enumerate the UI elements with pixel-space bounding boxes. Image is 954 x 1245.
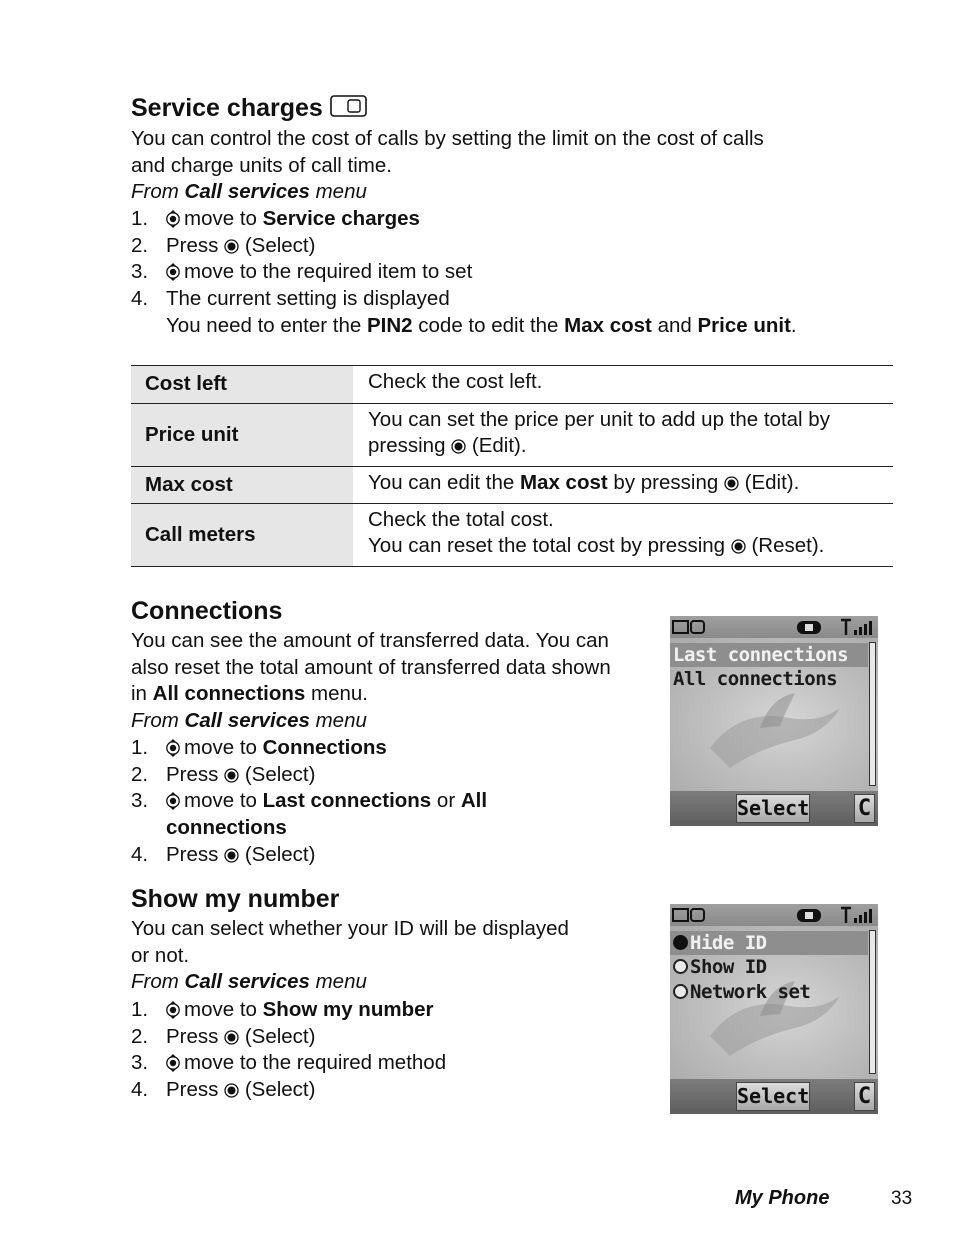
select-key-icon — [451, 439, 466, 454]
table-value: Check the total cost. You can reset the total cost by pressing (Reset). — [353, 504, 893, 567]
radio-empty-icon — [673, 959, 688, 974]
dolphin-wallpaper-icon — [700, 678, 850, 778]
list-item: 3. move to Last connections or All connections — [131, 789, 488, 840]
ringer-icon — [795, 907, 825, 924]
table-row — [131, 467, 893, 504]
from-menu-line: From Call services menu — [131, 709, 367, 733]
table-key: Call meters — [131, 504, 353, 567]
select-key-icon — [224, 768, 239, 783]
list-item: 2. Press (Select) — [131, 233, 316, 257]
list-item: 1. move to Connections — [131, 736, 387, 759]
radio-selected-icon — [673, 935, 688, 950]
status-bar — [670, 616, 878, 638]
table-row — [131, 404, 893, 467]
option-show-id[interactable]: Show ID — [670, 955, 868, 979]
table-row — [131, 366, 893, 404]
nav-key-icon — [166, 1054, 180, 1072]
table-key: Price unit — [131, 404, 353, 467]
section-title-connections: Connections — [131, 597, 283, 625]
inbox-icon — [672, 619, 708, 636]
select-softkey[interactable]: Select — [736, 794, 810, 823]
from-menu-line: From Call services menu — [131, 180, 367, 204]
footer-section-title: My Phone — [735, 1187, 830, 1209]
option-hide-id[interactable]: Hide ID — [670, 931, 868, 955]
list-item: 1. move to Service charges — [131, 207, 420, 230]
section-title-show-my-number: Show my number — [131, 885, 340, 913]
signal-icon — [840, 618, 876, 637]
nav-key-icon — [166, 739, 180, 757]
list-item: 3. move to the required method — [131, 1051, 447, 1075]
select-key-icon — [224, 1083, 239, 1098]
nav-key-icon — [166, 263, 180, 281]
signal-icon — [840, 906, 876, 925]
select-softkey[interactable]: Select — [736, 1082, 810, 1111]
connections-intro: You can see the amount of transferred data. You can also reset the total amount of transferred data shown in All connections menu. From Call services menu — [131, 628, 651, 735]
radio-empty-icon — [673, 984, 688, 999]
status-bar — [670, 904, 878, 926]
menu-item-all-connections[interactable]: All connections — [673, 668, 838, 690]
select-key-icon — [224, 848, 239, 863]
page-number: 33 — [891, 1188, 913, 1209]
scrollbar[interactable] — [869, 930, 876, 1074]
list-item: 4. Press (Select) — [131, 1078, 316, 1102]
ringer-icon — [795, 619, 825, 636]
menu-item-last-connections[interactable]: Last connections — [670, 643, 868, 667]
table-value: You can set the price per unit to add up the total by pressing (Edit). — [353, 404, 893, 467]
sim-service-icon — [330, 94, 368, 118]
nav-key-icon — [166, 210, 180, 228]
service-charges-intro: You can control the cost of calls by setting the limit on the cost of calls and charge units of call time. From Call services menu — [131, 126, 911, 206]
table-key: Max cost — [131, 467, 353, 504]
list-item: 1. move to Show my number — [131, 998, 434, 1021]
list-item: 3. move to the required item to set — [131, 260, 473, 284]
table-key: Cost left — [131, 366, 353, 404]
section-title-service-charges: Service charges — [131, 93, 368, 123]
select-key-icon — [731, 539, 746, 554]
option-network-set[interactable]: Network set — [670, 980, 868, 1004]
list-item: 4. The current setting is displayed You need to enter the PIN2 code to edit the Max cost and Price unit. — [131, 287, 797, 337]
show-my-number-intro: You can select whether your ID will be displayed or not. From Call services menu — [131, 916, 651, 996]
show-my-number-steps — [131, 997, 651, 1104]
phone-screen-show-my-number — [670, 904, 878, 1114]
scrollbar[interactable] — [869, 642, 876, 786]
clear-softkey[interactable]: C — [854, 794, 875, 823]
clear-softkey[interactable]: C — [854, 1082, 875, 1111]
service-charges-table — [131, 365, 893, 567]
select-key-icon — [224, 239, 239, 254]
list-item: 4. Press (Select) — [131, 842, 316, 866]
select-key-icon — [724, 476, 739, 491]
table-value: You can edit the Max cost by pressing (Edit). — [353, 467, 893, 504]
nav-key-icon — [166, 1001, 180, 1019]
inbox-icon — [672, 907, 708, 924]
table-row — [131, 504, 893, 567]
list-item: 2. Press (Select) — [131, 762, 316, 786]
from-menu-line: From Call services menu — [131, 970, 367, 994]
select-key-icon — [224, 1030, 239, 1045]
table-value: Check the cost left. — [353, 366, 893, 404]
connections-steps — [131, 735, 651, 869]
list-item: 2. Press (Select) — [131, 1024, 316, 1048]
service-charges-steps — [131, 206, 911, 340]
nav-key-icon — [166, 792, 180, 810]
phone-screen-connections — [670, 616, 878, 826]
